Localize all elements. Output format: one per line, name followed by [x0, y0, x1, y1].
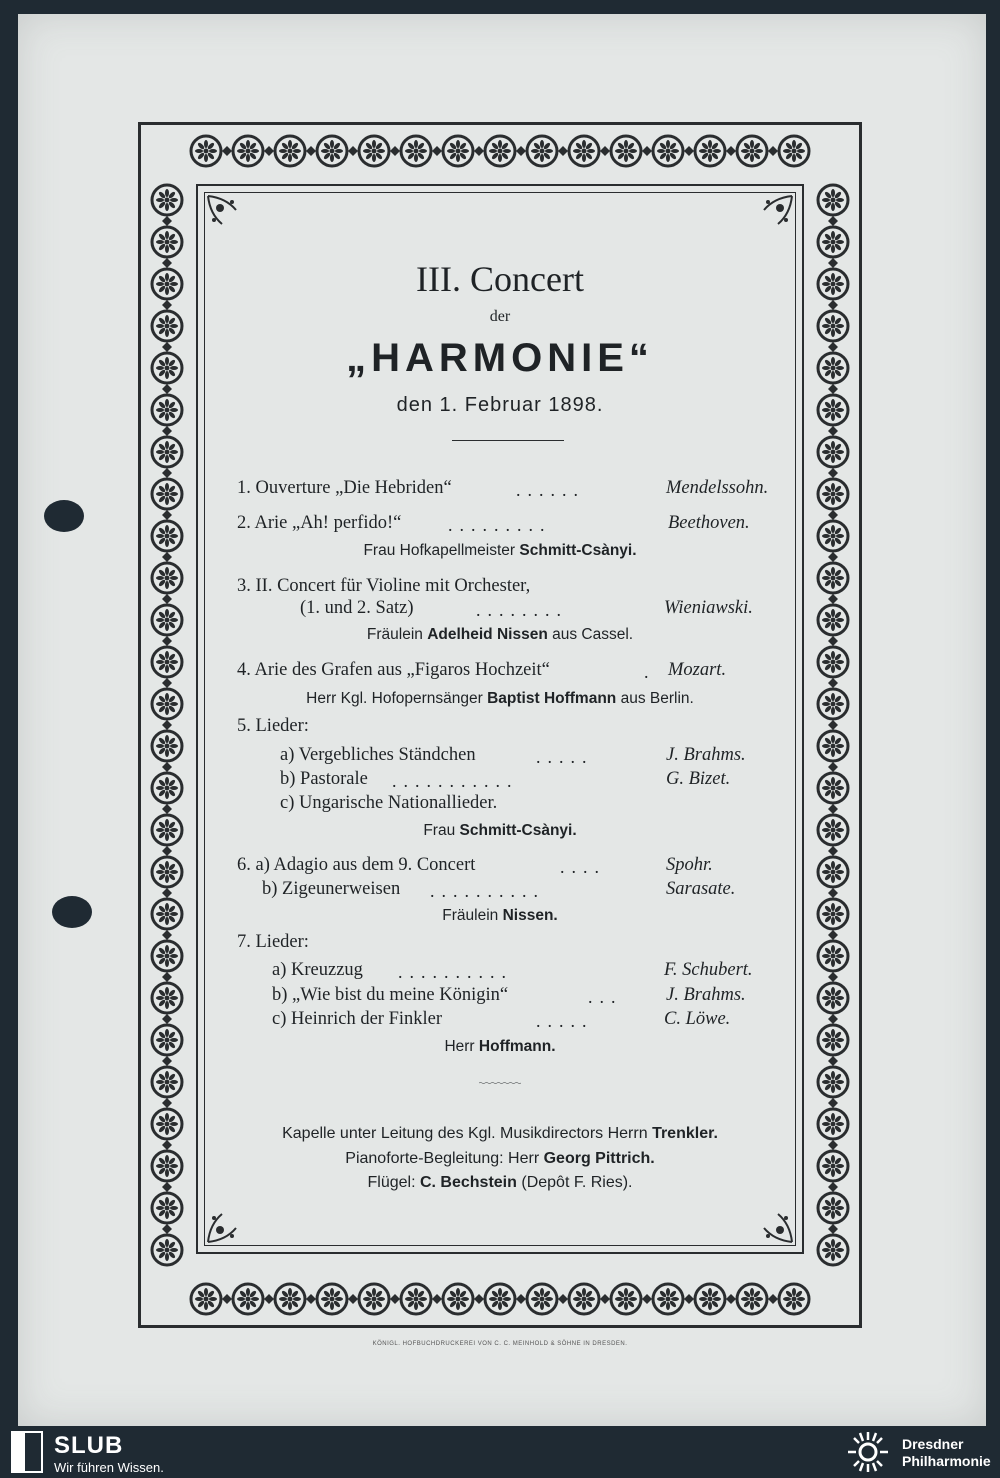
diamond-ornament — [642, 1294, 652, 1304]
diamond-ornament — [558, 146, 568, 156]
rosette-ornament — [818, 857, 848, 887]
diamond-ornament — [828, 1014, 838, 1024]
rosette-ornament — [275, 136, 305, 166]
diamond-ornament — [828, 846, 838, 856]
rosette-ornament — [401, 136, 431, 166]
diamond-ornament — [828, 216, 838, 226]
subitem-label: b) — [262, 879, 278, 899]
subitem-composer: J. Brahms. — [666, 745, 746, 765]
diamond-ornament — [600, 146, 610, 156]
rosette-ornament — [152, 185, 182, 215]
item-title: II. Concert für Violine mit Orchester, — [255, 576, 531, 596]
performer-name: Adelheid Nissen — [427, 626, 548, 643]
diamond-ornament — [348, 146, 358, 156]
rosette-ornament — [152, 773, 182, 803]
diamond-ornament — [162, 720, 172, 730]
diamond-ornament — [432, 146, 442, 156]
subitem-title: Ungarische Nationallieder. — [299, 793, 498, 813]
diamond-ornament — [306, 1294, 316, 1304]
diamond-ornament — [600, 1294, 610, 1304]
subitem-label: a) — [280, 745, 295, 765]
diamond-ornament — [828, 510, 838, 520]
rosette-ornament — [653, 1284, 683, 1314]
item-6 — [237, 855, 475, 876]
rosette-ornament — [275, 1284, 305, 1314]
item-number: 5. — [237, 716, 251, 736]
diamond-ornament — [828, 678, 838, 688]
diamond-ornament — [828, 888, 838, 898]
diamond-ornament — [828, 930, 838, 940]
conductor-label: Kapelle unter Leitung des Kgl. Musikdirectors Herrn — [282, 1125, 648, 1142]
rosette-ornament — [152, 437, 182, 467]
diamond-ornament — [828, 1224, 838, 1234]
rosette-ornament — [152, 1067, 182, 1097]
subitem-label: b) — [280, 769, 296, 789]
rosette-ornament — [443, 1284, 473, 1314]
leader-dots: .... — [560, 857, 606, 877]
performer-name: Schmitt-Csànyi. — [459, 822, 577, 839]
item-number: 3. — [237, 576, 251, 596]
rosette-ornament — [443, 136, 473, 166]
diamond-ornament — [642, 146, 652, 156]
diamond-ornament — [828, 1056, 838, 1066]
item-number: 6. — [237, 855, 251, 875]
title-rule — [452, 440, 564, 441]
leader-dots: ..... — [536, 1011, 594, 1031]
rosette-ornament — [569, 136, 599, 166]
item-title: Arie des Grafen aus „Figaros Hochzeit“ — [254, 660, 550, 680]
item-composer: Mendelssohn. — [666, 478, 769, 498]
subitem-composer: F. Schubert. — [664, 960, 753, 980]
diamond-ornament — [432, 1294, 442, 1304]
performer-title: Fräulein — [366, 626, 423, 643]
rosette-ornament — [152, 983, 182, 1013]
rosette-ornament — [611, 1284, 641, 1314]
rosette-ornament — [152, 1193, 182, 1223]
subitem-7c — [272, 1009, 442, 1030]
rosette-ornament — [818, 479, 848, 509]
rosette-ornament — [152, 647, 182, 677]
corner-flourish-icon — [206, 194, 248, 236]
partner-name-line1: Dresdner — [902, 1436, 964, 1452]
diamond-ornament — [474, 1294, 484, 1304]
performer-line — [0, 1038, 1000, 1056]
corner-flourish-icon — [752, 1202, 794, 1244]
rosette-ornament — [818, 1193, 848, 1223]
performer-line — [0, 542, 1000, 560]
diamond-ornament — [828, 594, 838, 604]
rosette-ornament — [737, 136, 767, 166]
rosette-ornament — [779, 1284, 809, 1314]
item-7 — [237, 932, 309, 953]
subitem-title: Pastorale — [300, 769, 368, 789]
rosette-ornament — [152, 941, 182, 971]
diamond-ornament — [162, 426, 172, 436]
footer-bar — [0, 1426, 1000, 1478]
subitem-label: a) — [255, 855, 270, 875]
piano-maker: C. Bechstein — [419, 1174, 517, 1191]
item-4 — [237, 660, 550, 681]
diamond-ornament — [162, 846, 172, 856]
rosette-ornament — [359, 136, 389, 166]
subitem-title: Vergebliches Ständchen — [298, 745, 476, 765]
diamond-ornament — [828, 1098, 838, 1108]
leader-dots: ........ — [476, 600, 568, 620]
performer-line — [0, 907, 1000, 925]
rosette-ornament — [653, 136, 683, 166]
diamond-ornament — [162, 510, 172, 520]
diamond-ornament — [828, 720, 838, 730]
item-2 — [237, 513, 401, 534]
diamond-ornament — [726, 1294, 736, 1304]
rosette-ornament — [818, 1235, 848, 1265]
diamond-ornament — [162, 594, 172, 604]
performer-origin: aus Berlin. — [620, 690, 694, 707]
corner-flourish-icon — [206, 1202, 248, 1244]
performer-origin: aus Cassel. — [552, 626, 634, 643]
diamond-ornament — [474, 146, 484, 156]
diamond-ornament — [162, 1098, 172, 1108]
rosette-ornament — [779, 136, 809, 166]
item-5 — [237, 716, 309, 737]
subitem-title: Kreuzzug — [291, 960, 363, 980]
leader-dots: ........... — [392, 771, 519, 791]
slub-name: SLUB — [54, 1432, 124, 1459]
punch-hole — [44, 500, 84, 532]
diamond-ornament — [828, 804, 838, 814]
subitem-title: „Wie bist du meine Königin“ — [292, 985, 509, 1005]
performer-name: Hoffmann. — [478, 1038, 556, 1055]
slub-tagline: Wir führen Wissen. — [54, 1460, 164, 1475]
diamond-ornament — [162, 216, 172, 226]
item-composer: Wieniawski. — [664, 598, 753, 618]
concert-title: III. Concert — [416, 259, 584, 299]
slub-logo-icon — [10, 1430, 44, 1474]
subitem-7b — [272, 985, 508, 1006]
diamond-ornament — [828, 468, 838, 478]
rosette-ornament — [818, 227, 848, 257]
leader-dots: ......... — [448, 515, 552, 535]
diamond-ornament — [162, 762, 172, 772]
piano-depot: (Depôt F. Ries). — [521, 1174, 633, 1191]
diamond-ornament — [162, 888, 172, 898]
rosette-ornament — [818, 983, 848, 1013]
diamond-ornament — [516, 146, 526, 156]
conductor-name: Trenkler. — [652, 1125, 718, 1142]
rosette-ornament — [233, 1284, 263, 1314]
diamond-ornament — [390, 146, 400, 156]
rosette-ornament — [527, 1284, 557, 1314]
diamond-ornament — [828, 426, 838, 436]
diamond-ornament — [828, 384, 838, 394]
leader-dots: ..... — [536, 747, 594, 767]
rosette-ornament — [527, 136, 557, 166]
diamond-ornament — [684, 1294, 694, 1304]
subitem-5b — [280, 769, 368, 790]
performer-title: Frau Hofkapellmeister — [363, 542, 516, 559]
diamond-ornament — [264, 146, 274, 156]
diamond-ornament — [222, 146, 232, 156]
item-title: Lieder: — [255, 932, 309, 952]
performer-title: Herr Kgl. Hofopernsänger — [306, 690, 483, 707]
item-composer: Mozart. — [668, 660, 727, 680]
rosette-ornament — [152, 1235, 182, 1265]
diamond-ornament — [768, 146, 778, 156]
leader-dots: ...... — [516, 480, 585, 500]
pianist-name: Georg Pittrich. — [543, 1150, 655, 1167]
diamond-ornament — [306, 146, 316, 156]
subitem-title: Adagio aus dem 9. Concert — [273, 855, 476, 875]
subitem-title: Heinrich der Finkler — [291, 1009, 443, 1029]
subitem-label: c) — [280, 793, 295, 813]
diamond-ornament — [684, 146, 694, 156]
rosette-ornament — [317, 136, 347, 166]
diamond-ornament — [516, 1294, 526, 1304]
rosette-ornament — [152, 731, 182, 761]
rosette-ornament — [695, 1284, 725, 1314]
item-title: Lieder: — [255, 716, 309, 736]
diamond-ornament — [162, 384, 172, 394]
diamond-ornament — [162, 1224, 172, 1234]
rosette-ornament — [737, 1284, 767, 1314]
rosette-ornament — [191, 1284, 221, 1314]
piano-label: Flügel: — [367, 1174, 416, 1191]
rosette-ornament — [818, 185, 848, 215]
rosette-ornament — [401, 1284, 431, 1314]
item-3 — [237, 576, 530, 597]
diamond-ornament — [162, 1014, 172, 1024]
rosette-ornament — [191, 136, 221, 166]
performer-line — [0, 626, 1000, 644]
diamond-ornament — [162, 678, 172, 688]
subitem-composer: Spohr. — [666, 855, 713, 875]
rosette-ornament — [818, 941, 848, 971]
item-title: Ouverture „Die Hebriden“ — [255, 478, 452, 498]
rosette-ornament — [569, 1284, 599, 1314]
performer-name: Baptist Hoffmann — [487, 690, 617, 707]
performer-title: Herr — [444, 1038, 475, 1055]
item-number: 4. — [237, 660, 251, 680]
rosette-ornament — [152, 479, 182, 509]
diamond-ornament — [348, 1294, 358, 1304]
rosette-ornament — [359, 1284, 389, 1314]
diamond-ornament — [222, 1294, 232, 1304]
diamond-ornament — [726, 146, 736, 156]
partner-name-line2: Philharmonie — [902, 1453, 991, 1469]
diamond-ornament — [162, 1056, 172, 1066]
diamond-ornament — [162, 972, 172, 982]
diamond-ornament — [828, 762, 838, 772]
diamond-ornament — [768, 1294, 778, 1304]
conductor-line — [0, 1125, 1000, 1143]
piano-line — [0, 1174, 1000, 1192]
performer-title: Fräulein — [442, 907, 499, 924]
subitem-composer: G. Bizet. — [666, 769, 731, 789]
rosette-ornament — [233, 136, 263, 166]
diamond-ornament — [162, 804, 172, 814]
subitem-composer: C. Löwe. — [664, 1009, 731, 1029]
pianist-line — [0, 1150, 1000, 1168]
society-name: „HARMONIE“ — [346, 336, 654, 380]
subitem-label: c) — [272, 1009, 287, 1029]
rosette-ornament — [818, 437, 848, 467]
leader-dots: ... — [588, 987, 623, 1007]
corner-flourish-icon — [752, 194, 794, 236]
leader-dots: .......... — [398, 962, 513, 982]
subitem-composer: J. Brahms. — [666, 985, 746, 1005]
subitem-6b — [262, 879, 400, 900]
item-composer: Beethoven. — [668, 513, 750, 533]
diamond-ornament — [390, 1294, 400, 1304]
subitem-title: Zigeunerweisen — [282, 879, 401, 899]
rosette-ornament — [485, 136, 515, 166]
pianist-label: Pianoforte-Begleitung: Herr — [345, 1150, 540, 1167]
performer-line — [0, 822, 1000, 840]
rosette-ornament — [818, 731, 848, 761]
leader-dots: . — [644, 662, 656, 682]
rosette-ornament — [818, 647, 848, 677]
concert-date: den 1. Februar 1898. — [396, 394, 604, 416]
rosette-ornament — [818, 773, 848, 803]
diamond-ornament — [162, 468, 172, 478]
performer-name: Schmitt-Csànyi. — [519, 542, 637, 559]
item-title: Arie „Ah! perfido!“ — [254, 513, 402, 533]
item-subtitle: (1. und 2. Satz) — [300, 598, 414, 618]
subitem-label: b) — [272, 985, 288, 1005]
performer-line — [0, 690, 1000, 708]
diamond-ornament — [558, 1294, 568, 1304]
diamond-ornament — [264, 1294, 274, 1304]
rosette-ornament — [695, 136, 725, 166]
diamond-ornament — [162, 930, 172, 940]
item-number: 7. — [237, 932, 251, 952]
leader-dots: .......... — [430, 881, 545, 901]
item-1 — [237, 478, 452, 499]
subitem-label: a) — [272, 960, 287, 980]
subitem-5c — [280, 793, 497, 814]
rosette-ornament — [317, 1284, 347, 1314]
printer-imprint: KÖNIGL. HOFBUCHDRUCKEREI VON C. C. MEINHOLD & SÖHNE IN DRESDEN. — [372, 1341, 628, 1347]
rosette-ornament — [611, 136, 641, 166]
rosette-ornament — [818, 1067, 848, 1097]
item-number: 1. — [237, 478, 251, 498]
performer-name: Nissen. — [502, 907, 558, 924]
diamond-ornament — [828, 972, 838, 982]
subitem-composer: Sarasate. — [666, 879, 736, 899]
rosette-ornament — [152, 227, 182, 257]
title-der: der — [489, 308, 511, 325]
performer-title: Frau — [423, 822, 456, 839]
item-number: 2. — [237, 513, 251, 533]
rosette-ornament — [152, 563, 182, 593]
wavy-rule — [458, 1082, 542, 1084]
subitem-7a — [272, 960, 363, 981]
subitem-5a — [280, 745, 476, 766]
rosette-ornament — [485, 1284, 515, 1314]
philharmonie-logo-icon — [846, 1430, 890, 1474]
rosette-ornament — [818, 563, 848, 593]
rosette-ornament — [152, 857, 182, 887]
